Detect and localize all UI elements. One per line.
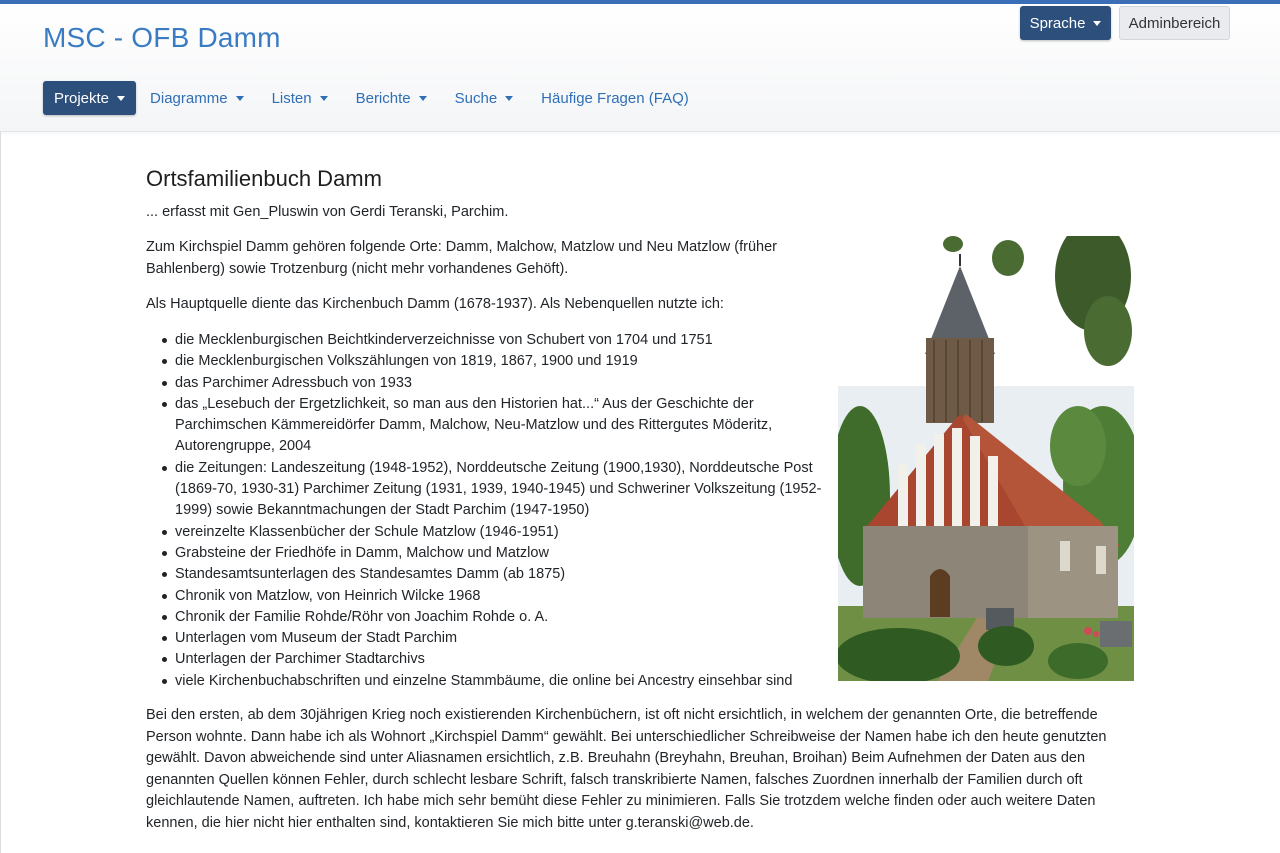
nav-item-suche[interactable] [441,81,528,115]
admin-button-label: Adminbereich [1128,14,1221,32]
nav-item-label: Berichte [355,89,411,107]
nav-item-label: Projekte [54,89,110,107]
nav-item-berichte[interactable] [342,81,441,115]
main-content [146,166,1116,831]
sources-list [146,330,825,692]
page-left-border [0,131,1,853]
site-brand-link[interactable]: MSC - OFB Damm [43,22,281,53]
caret-down-icon [505,96,513,101]
nav-item-projekte[interactable] [43,81,136,115]
list-item: Chronik der Familie Rohde/Röhr von Joachim Rohde o. A. [175,607,825,628]
nav-item-label: Diagramme [150,89,228,107]
caret-down-icon [236,96,244,101]
list-item: Unterlagen der Parchimer Stadtarchivs [175,649,825,670]
nav-item-label: Suche [454,89,498,107]
list-item: viele Kirchenbuchabschriften und einzelne Stammbäume, die online bei Ancestry einsehbar sind [175,671,825,692]
sources-intro-paragraph: Als Hauptquelle diente das Kirchenbuch Damm (1678-1937). Als Nebenquellen nutzte ich: [146,296,724,312]
caret-down-icon [320,96,328,101]
list-item: das Parchimer Adressbuch von 1933 [175,373,825,394]
nav-item-label: Häufige Fragen (FAQ) [541,89,689,107]
list-item: Chronik von Matzlow, von Heinrich Wilcke 1968 [175,586,825,607]
intro-paragraph: Zum Kirchspiel Damm gehören folgende Orte: Damm, Malchow, Matzlow und Neu Matzlow (früher Bahlenberg) sowie Trotzenburg (nicht mehr vorhandenes Gehöft). [146,239,777,277]
list-item: vereinzelte Klassenbücher der Schule Matzlow (1946-1951) [175,522,825,543]
notes-paragraph: Bei den ersten, ab dem 30jährigen Krieg noch existierenden Kirchenbüchern, ist oft nicht ersichtlich, in welchem der genannten Orte, die betreffende Person wohnte. Dann habe ich als Wohnort „Kirchspiel Damm“ gewählt. Bei unterschiedlicher Schreibweise der Namen habe ich den heute genutzten gewählt. Davon abweichende sind unter Aliasnamen ersichtlich, z.B. Breuhahn (Breyhahn, Breuhan, Broihan) Beim Aufnehmen der Daten aus den genannten Quellen können Fehler, durch schlecht lesbare Schrift, falsch transkribierte Namen, falsches Zuordnen innerhalb der Familien durch oft gleichlautende Namen, auftreten. Ich habe mich sehr bemüht diese Fehler zu minimieren. Falls Sie trotzdem welche finden oder auch weitere Daten kennen, die hier nicht hier enthalten sind, kontaktieren Sie mich bitte unter g.teranski@web.de. [146,707,1107,831]
caret-down-icon [1093,21,1101,26]
caret-down-icon [117,96,125,101]
caret-down-icon [419,96,427,101]
nav-item-diagramme[interactable] [136,81,258,115]
nav-item-label: Listen [271,89,312,107]
nav-item-faq[interactable] [527,81,703,115]
page-title: Ortsfamilienbuch Damm [146,166,382,191]
language-dropdown-button[interactable] [1020,6,1111,40]
list-item: Grabsteine der Friedhöfe in Damm, Malchow und Matzlow [175,543,825,564]
list-item: Unterlagen vom Museum der Stadt Parchim [175,628,825,649]
list-item: das „Lesebuch der Ergetzlichkeit, so man aus den Historien hat...“ Aus der Geschichte der Parchimschen Kämmereidörfer Damm, Malchow, Neu-Matzlow und des Rittergutes Möderitz, Autorengruppe, 2004 [175,394,825,458]
list-item: die Mecklenburgischen Volkszählungen von 1819, 1867, 1900 und 1919 [175,351,825,372]
list-item: die Mecklenburgischen Beichtkinderverzeichnisse von Schubert von 1704 und 1751 [175,330,825,351]
language-button-label: Sprache [1029,14,1086,32]
admin-area-button[interactable] [1119,6,1230,40]
nav-item-listen[interactable] [258,81,342,115]
list-item: Standesamtsunterlagen des Standesamtes Damm (ab 1875) [175,564,825,585]
main-navigation [43,81,703,115]
page-header [0,4,1280,132]
list-item: die Zeitungen: Landeszeitung (1948-1952), Norddeutsche Zeitung (1900,1930), Norddeutsche Post (1869-70, 1930-31) Parchimer Zeitung (1931, 1939, 1940-1945) und Schweriner Volkszeitung (1952-1999) sowie Bekanntmachungen der Stadt Parchim (1947-1950) [175,458,825,522]
church-photo [838,236,1134,681]
page-subtitle: ... erfasst mit Gen_Pluswin von Gerdi Teranski, Parchim. [146,204,509,220]
